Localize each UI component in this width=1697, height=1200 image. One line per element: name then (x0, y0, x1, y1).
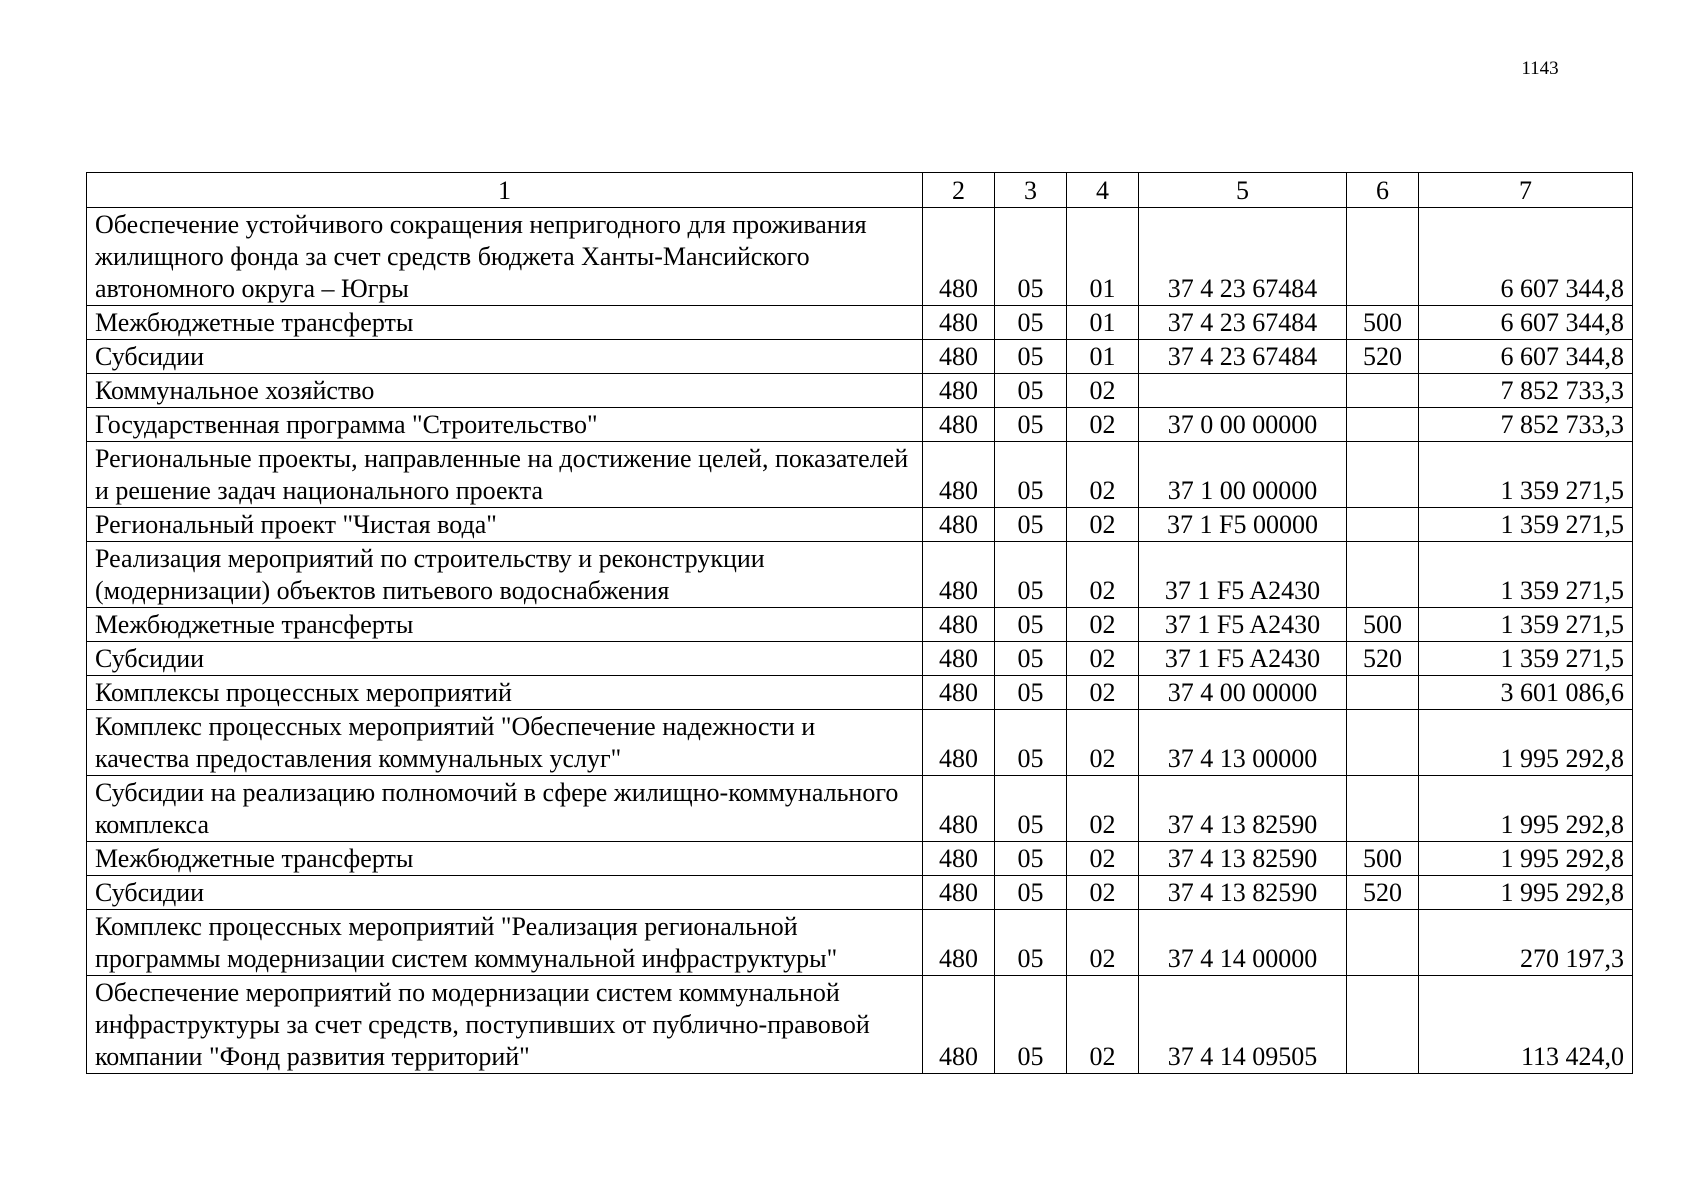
row-ved: 480 (923, 306, 995, 340)
header-col-6: 6 (1347, 173, 1419, 208)
table-row (87, 374, 1633, 408)
header-row (87, 173, 1633, 208)
row-csr: 37 1 F5 A2430 (1139, 542, 1347, 608)
row-sum: 1 359 271,5 (1419, 542, 1633, 608)
row-ved: 480 (923, 842, 995, 876)
row-pr: 02 (1067, 976, 1139, 1074)
row-ved: 480 (923, 910, 995, 976)
header-col-4: 4 (1067, 173, 1139, 208)
row-pr: 02 (1067, 542, 1139, 608)
row-ved: 480 (923, 776, 995, 842)
row-sum: 1 359 271,5 (1419, 608, 1633, 642)
header-col-5: 5 (1139, 173, 1347, 208)
row-csr: 37 4 14 00000 (1139, 910, 1347, 976)
row-vr (1347, 508, 1419, 542)
row-vr: 520 (1347, 340, 1419, 374)
row-sum: 7 852 733,3 (1419, 374, 1633, 408)
row-name: Региональный проект "Чистая вода" (87, 508, 923, 542)
row-sum: 1 995 292,8 (1419, 876, 1633, 910)
row-rz: 05 (995, 842, 1067, 876)
row-pr: 02 (1067, 508, 1139, 542)
row-sum: 7 852 733,3 (1419, 408, 1633, 442)
row-csr: 37 4 23 67484 (1139, 306, 1347, 340)
row-pr: 01 (1067, 208, 1139, 306)
row-pr: 02 (1067, 642, 1139, 676)
row-rz: 05 (995, 876, 1067, 910)
row-sum: 1 995 292,8 (1419, 776, 1633, 842)
row-sum: 6 607 344,8 (1419, 306, 1633, 340)
row-pr: 02 (1067, 842, 1139, 876)
row-sum: 113 424,0 (1419, 976, 1633, 1074)
row-vr (1347, 408, 1419, 442)
row-vr (1347, 442, 1419, 508)
row-sum: 270 197,3 (1419, 910, 1633, 976)
row-vr: 500 (1347, 608, 1419, 642)
row-pr: 02 (1067, 676, 1139, 710)
row-name: Реализация мероприятий по строительству и реконструкции (модернизации) объектов питьевого водоснабжения (87, 542, 923, 608)
row-ved: 480 (923, 408, 995, 442)
row-vr (1347, 374, 1419, 408)
row-sum: 1 359 271,5 (1419, 642, 1633, 676)
row-rz: 05 (995, 374, 1067, 408)
table-row (87, 408, 1633, 442)
header-col-1: 1 (87, 173, 923, 208)
header-col-3: 3 (995, 173, 1067, 208)
row-ved: 480 (923, 374, 995, 408)
row-pr: 01 (1067, 340, 1139, 374)
table-row (87, 542, 1633, 608)
table-row (87, 876, 1633, 910)
page-number: 1143 (1521, 58, 1559, 79)
row-rz: 05 (995, 208, 1067, 306)
row-vr (1347, 676, 1419, 710)
budget-table (86, 172, 1633, 1074)
row-pr: 02 (1067, 608, 1139, 642)
row-rz: 05 (995, 340, 1067, 374)
row-pr: 02 (1067, 442, 1139, 508)
row-pr: 02 (1067, 710, 1139, 776)
header-col-7: 7 (1419, 173, 1633, 208)
table-row (87, 710, 1633, 776)
row-vr (1347, 542, 1419, 608)
row-pr: 02 (1067, 876, 1139, 910)
row-rz: 05 (995, 542, 1067, 608)
row-pr: 02 (1067, 408, 1139, 442)
table-row (87, 676, 1633, 710)
row-csr: 37 4 13 82590 (1139, 876, 1347, 910)
row-csr: 37 1 F5 A2430 (1139, 642, 1347, 676)
row-name: Субсидии (87, 876, 923, 910)
row-ved: 480 (923, 608, 995, 642)
table-row (87, 508, 1633, 542)
row-rz: 05 (995, 408, 1067, 442)
table-row (87, 306, 1633, 340)
row-csr (1139, 374, 1347, 408)
row-rz: 05 (995, 910, 1067, 976)
row-ved: 480 (923, 508, 995, 542)
row-pr: 02 (1067, 910, 1139, 976)
row-name: Субсидии (87, 340, 923, 374)
row-name: Субсидии на реализацию полномочий в сфере жилищно-коммунального комплекса (87, 776, 923, 842)
row-rz: 05 (995, 710, 1067, 776)
row-ved: 480 (923, 340, 995, 374)
row-name: Комплексы процессных мероприятий (87, 676, 923, 710)
row-name: Обеспечение мероприятий по модернизации систем коммунальной инфраструктуры за счет средств, поступивших от публично-правовой компании "Фонд развития территорий" (87, 976, 923, 1074)
table-row (87, 910, 1633, 976)
row-ved: 480 (923, 710, 995, 776)
row-rz: 05 (995, 306, 1067, 340)
row-csr: 37 1 F5 A2430 (1139, 608, 1347, 642)
table-body (87, 208, 1633, 1074)
row-rz: 05 (995, 676, 1067, 710)
row-vr: 500 (1347, 842, 1419, 876)
row-name: Региональные проекты, направленные на достижение целей, показателей и решение задач национального проекта (87, 442, 923, 508)
row-csr: 37 1 00 00000 (1139, 442, 1347, 508)
table-row (87, 642, 1633, 676)
header-col-2: 2 (923, 173, 995, 208)
row-vr: 520 (1347, 876, 1419, 910)
row-ved: 480 (923, 542, 995, 608)
row-vr (1347, 976, 1419, 1074)
row-sum: 1 359 271,5 (1419, 442, 1633, 508)
table-header (87, 173, 1633, 208)
row-name: Межбюджетные трансферты (87, 842, 923, 876)
row-csr: 37 0 00 00000 (1139, 408, 1347, 442)
row-ved: 480 (923, 642, 995, 676)
table-row (87, 776, 1633, 842)
row-csr: 37 4 00 00000 (1139, 676, 1347, 710)
row-sum: 1 995 292,8 (1419, 710, 1633, 776)
row-csr: 37 4 14 09505 (1139, 976, 1347, 1074)
row-ved: 480 (923, 976, 995, 1074)
row-vr: 520 (1347, 642, 1419, 676)
row-name: Обеспечение устойчивого сокращения непригодного для проживания жилищного фонда за счет средств бюджета Ханты-Мансийского автономного округа – Югры (87, 208, 923, 306)
row-name: Комплекс процессных мероприятий "Обеспечение надежности и качества предоставления коммунальных услуг" (87, 710, 923, 776)
row-sum: 1 995 292,8 (1419, 842, 1633, 876)
row-ved: 480 (923, 208, 995, 306)
row-ved: 480 (923, 676, 995, 710)
row-csr: 37 4 23 67484 (1139, 340, 1347, 374)
row-csr: 37 4 23 67484 (1139, 208, 1347, 306)
row-pr: 01 (1067, 306, 1139, 340)
row-name: Субсидии (87, 642, 923, 676)
table-row (87, 442, 1633, 508)
row-vr: 500 (1347, 306, 1419, 340)
row-name: Межбюджетные трансферты (87, 306, 923, 340)
row-name: Межбюджетные трансферты (87, 608, 923, 642)
row-csr: 37 4 13 00000 (1139, 710, 1347, 776)
row-vr (1347, 910, 1419, 976)
row-vr (1347, 710, 1419, 776)
row-name: Государственная программа "Строительство" (87, 408, 923, 442)
table-row (87, 842, 1633, 876)
table-row (87, 976, 1633, 1074)
row-rz: 05 (995, 508, 1067, 542)
row-rz: 05 (995, 976, 1067, 1074)
row-csr: 37 4 13 82590 (1139, 776, 1347, 842)
row-pr: 02 (1067, 374, 1139, 408)
row-sum: 1 359 271,5 (1419, 508, 1633, 542)
row-vr (1347, 776, 1419, 842)
row-sum: 6 607 344,8 (1419, 340, 1633, 374)
row-csr: 37 4 13 82590 (1139, 842, 1347, 876)
table-row (87, 608, 1633, 642)
row-name: Коммунальное хозяйство (87, 374, 923, 408)
row-rz: 05 (995, 442, 1067, 508)
table-row (87, 208, 1633, 306)
row-rz: 05 (995, 776, 1067, 842)
row-rz: 05 (995, 608, 1067, 642)
row-vr (1347, 208, 1419, 306)
row-rz: 05 (995, 642, 1067, 676)
table-row (87, 340, 1633, 374)
row-ved: 480 (923, 876, 995, 910)
row-csr: 37 1 F5 00000 (1139, 508, 1347, 542)
row-ved: 480 (923, 442, 995, 508)
row-sum: 6 607 344,8 (1419, 208, 1633, 306)
row-pr: 02 (1067, 776, 1139, 842)
row-name: Комплекс процессных мероприятий "Реализация региональной программы модернизации систем коммунальной инфраструктуры" (87, 910, 923, 976)
row-sum: 3 601 086,6 (1419, 676, 1633, 710)
